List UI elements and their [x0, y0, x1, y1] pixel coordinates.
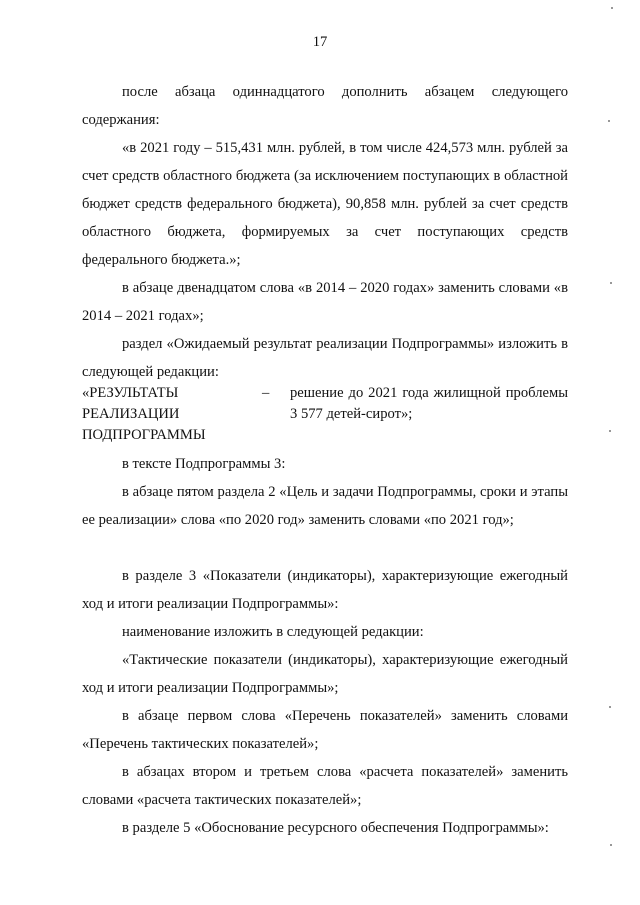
paragraph-section-3: в разделе 3 «Показатели (индикаторы), характеризующие ежегодный ход и итоги реализации Подпрограммы»: — [82, 568, 568, 612]
scan-speck — [610, 282, 612, 284]
page-number: 17 — [312, 34, 328, 50]
scan-speck — [609, 430, 611, 432]
paragraph-funding-2021: «в 2021 году – 515,431 млн. рублей, в том числе 424,573 млн. рублей за счет средств областного бюджета (за исключением поступающих в областной бюджет средств федерального бюджета), 90,858 млн. рублей за счет средств областного бюджета, формируемых за счет поступающих средств федерального бюджета.»; — [82, 140, 568, 268]
paragraph-section-2: в абзаце пятом раздела 2 «Цель и задачи Подпрограммы, сроки и этапы ее реализации» слова «по 2020 год» заменить словами «по 2021 год»; — [82, 484, 568, 528]
results-table-row — [82, 383, 568, 443]
scan-speck — [611, 7, 613, 9]
scan-speck — [608, 120, 610, 122]
results-value: решение до 2021 года жилищной проблемы 3 577 детей-сирот»; — [290, 385, 568, 422]
paragraph-subprogram-3: в тексте Подпрограммы 3: — [122, 456, 286, 472]
paragraph-twelfth-replace: в абзаце двенадцатом слова «в 2014 – 2020 годах» заменить словами «в 2014 – 2021 годах»; — [82, 280, 568, 324]
paragraph-expected-result: раздел «Ожидаемый результат реализации Подпрограммы» изложить в следующей редакции: — [82, 336, 568, 380]
paragraph-section-5: в разделе 5 «Обоснование ресурсного обеспечения Подпрограммы»: — [122, 820, 549, 836]
scan-speck — [610, 844, 612, 846]
paragraph-tactical-indicators: «Тактические показатели (индикаторы), характеризующие ежегодный ход и итоги реализации Подпрограммы»; — [82, 652, 568, 696]
paragraph-first-abzac: в абзаце первом слова «Перечень показателей» заменить словами «Перечень тактических показателей»; — [82, 708, 568, 752]
scan-speck — [609, 706, 611, 708]
paragraph-name-edition: наименование изложить в следующей редакции: — [122, 624, 424, 640]
paragraph-add-after-eleventh: после абзаца одиннадцатого дополнить абзацем следующего содержания: — [82, 84, 568, 128]
paragraph-second-third-abzac: в абзацах втором и третьем слова «расчета показателей» заменить словами «расчета тактических показателей»; — [82, 764, 568, 808]
results-label: «РЕЗУЛЬТАТЫ РЕАЛИЗАЦИИ ПОДПРОГРАММЫ — [82, 385, 206, 443]
results-dash: – — [262, 385, 270, 401]
